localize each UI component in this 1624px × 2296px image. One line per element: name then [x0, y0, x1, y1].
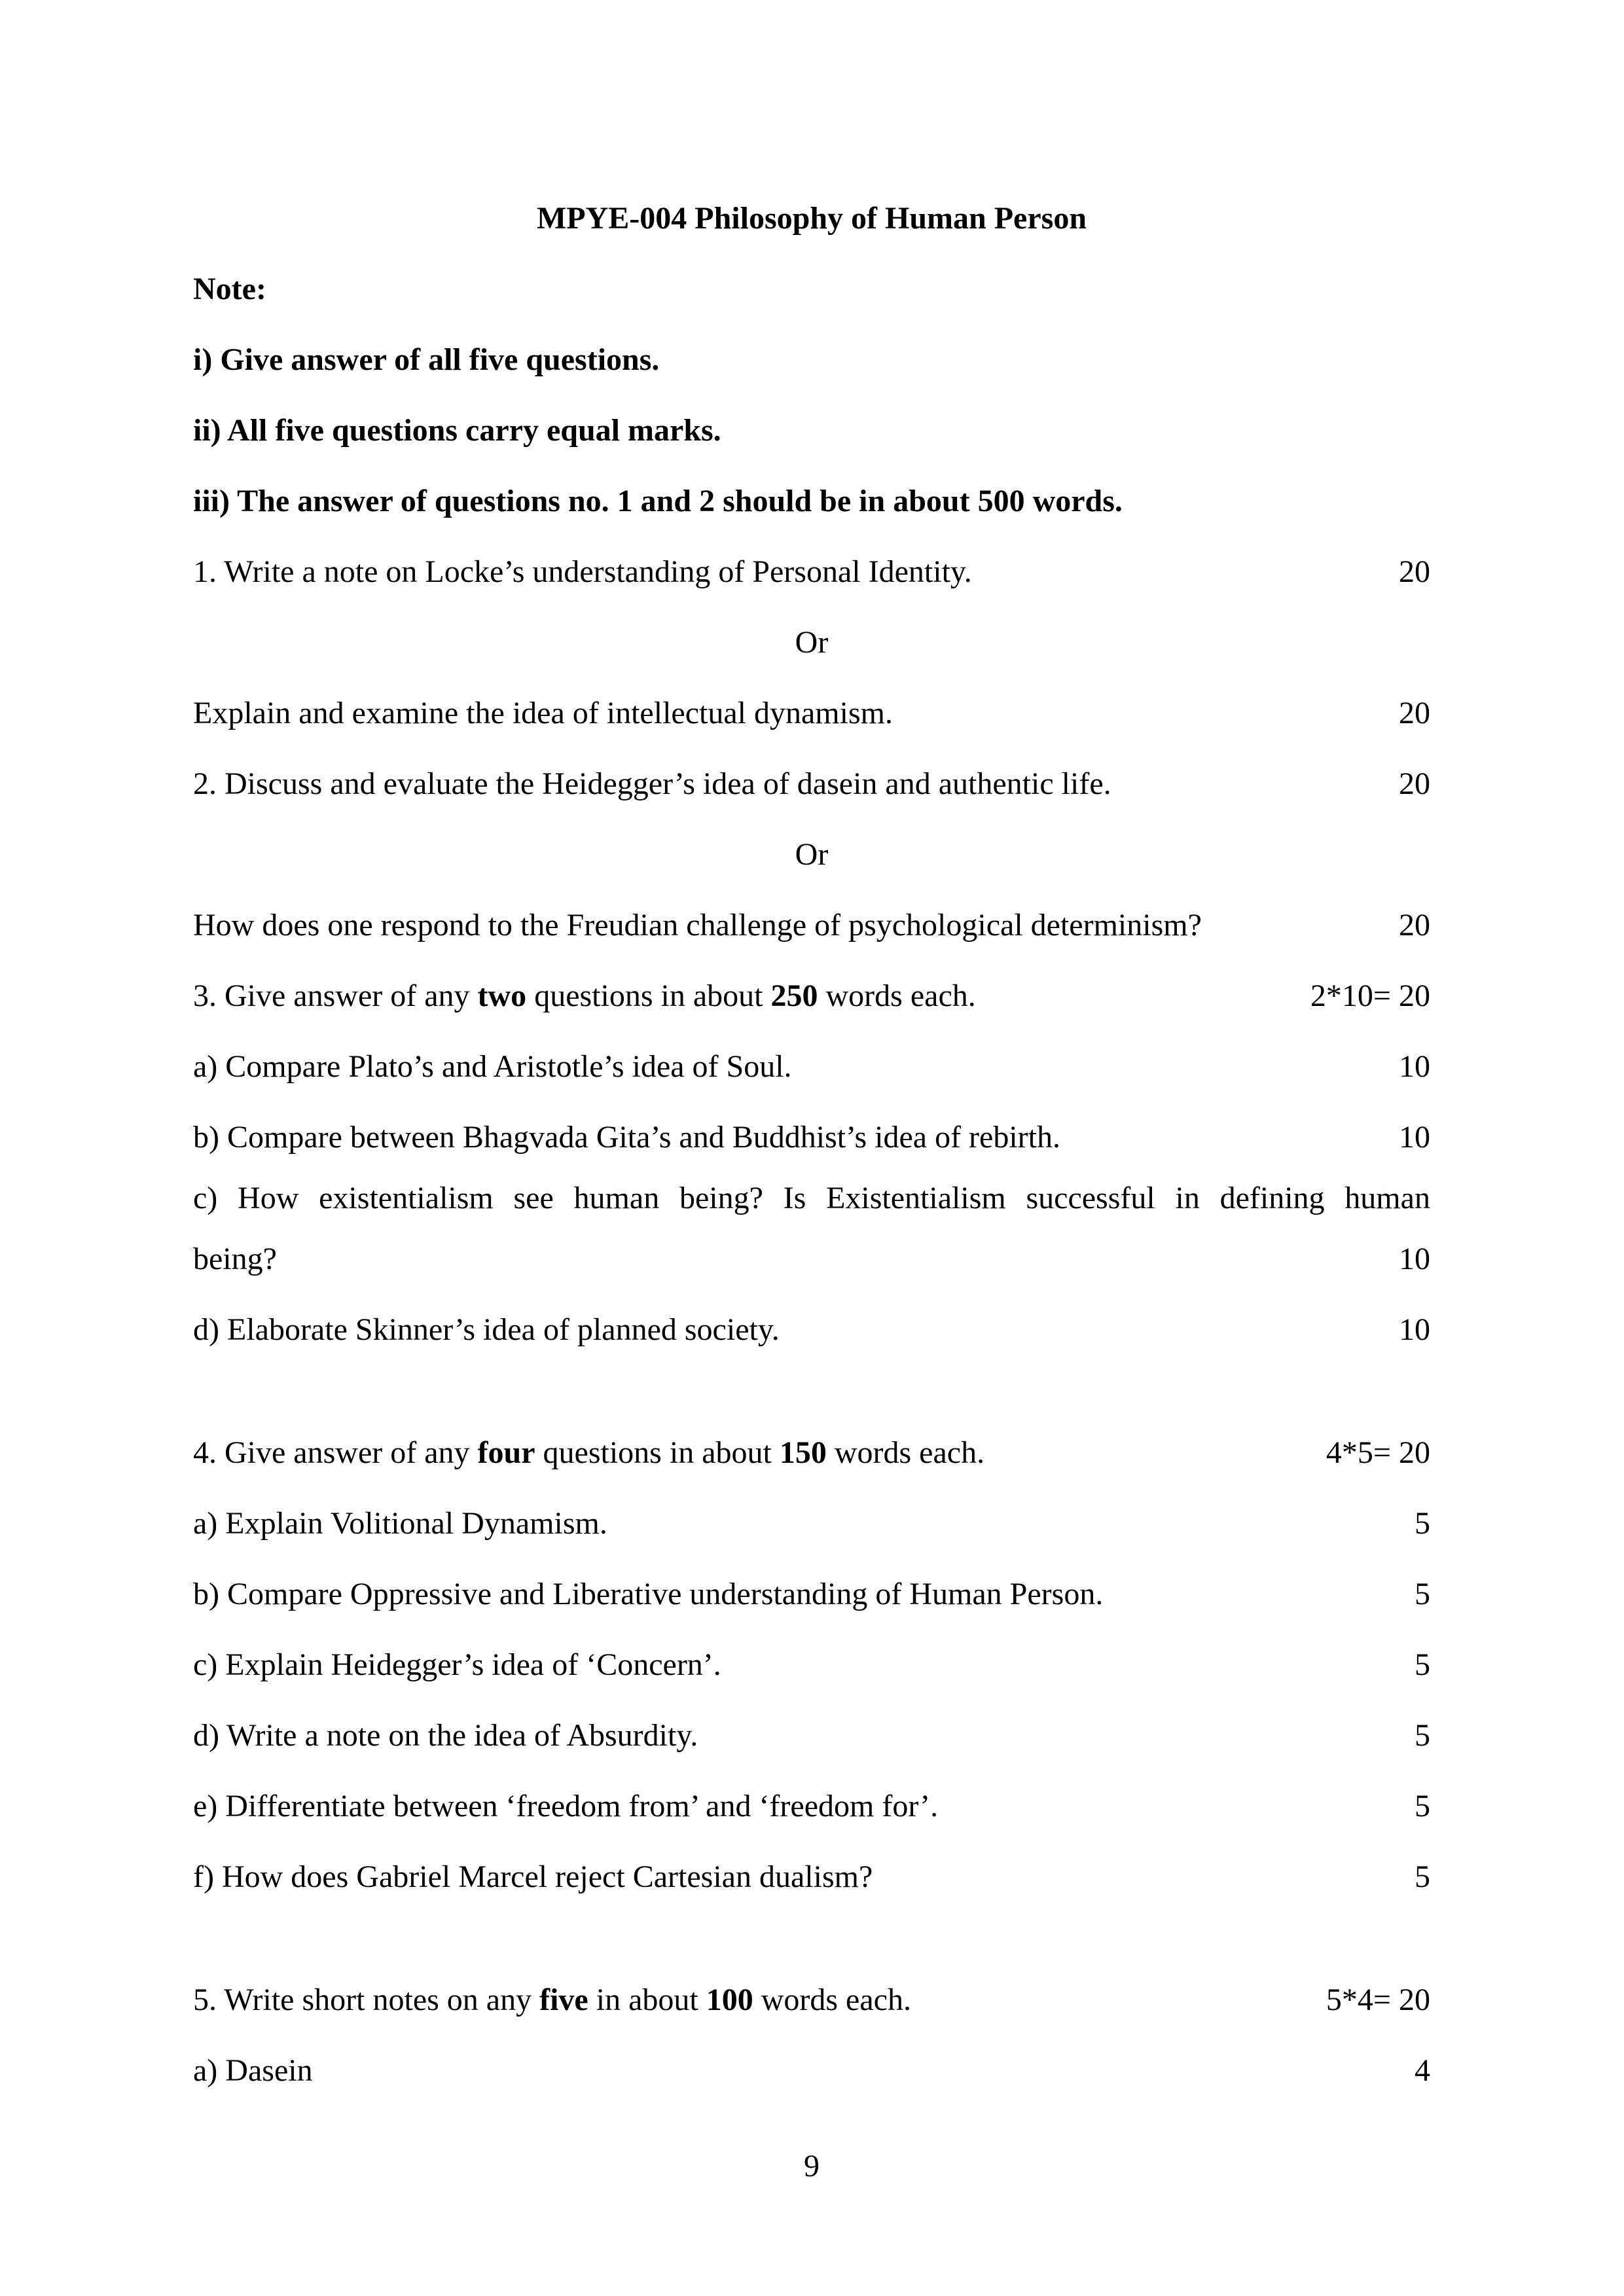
marks-value: 20	[1399, 554, 1430, 589]
question-text	[193, 1842, 873, 1912]
question-text	[193, 1031, 792, 1102]
instruction-iii: iii) The answer of questions no. 1 and 2 should be in about 500 words.	[193, 484, 1123, 518]
question-text	[193, 1559, 1103, 1630]
question-row	[193, 678, 1430, 749]
question-text-segment: Explain and examine the idea of intellectual dynamism.	[193, 696, 893, 730]
marks-value: 5	[1415, 1647, 1430, 1682]
question-word: human	[573, 1181, 660, 1215]
question-row	[193, 1771, 1430, 1842]
question-text-bold-segment: 250	[770, 978, 818, 1013]
question-row	[193, 1488, 1430, 1559]
instruction-ii: ii) All five questions carry equal marks.	[193, 413, 721, 448]
question-word: human	[1344, 1181, 1430, 1215]
question-row	[193, 1418, 1430, 1488]
question-text	[193, 749, 1111, 819]
marks-value: 5	[1415, 1577, 1430, 1611]
question-text-segment: b) Compare between Bhagvada Gita’s and Buddhist’s idea of rebirth.	[193, 1120, 1060, 1155]
question-text	[193, 1630, 721, 1700]
question-text-segment: 1. Write a note on Locke’s understanding of Personal Identity.	[193, 554, 972, 589]
question-text	[193, 1965, 911, 2036]
question-text-bold-segment: 150	[779, 1435, 827, 1470]
question-text-segment: b) Compare Oppressive and Liberative understanding of Human Person.	[193, 1577, 1104, 1611]
question-word: see	[513, 1181, 554, 1215]
question-text-segment: questions in about	[535, 1435, 780, 1470]
question-word: successful	[1026, 1181, 1155, 1215]
marks-value: 20	[1399, 696, 1430, 730]
question-text-bold-segment: two	[477, 978, 527, 1013]
question-row	[193, 1965, 1430, 2036]
question-text	[193, 678, 893, 749]
question-text	[193, 1771, 938, 1842]
question-row	[193, 1559, 1430, 1630]
question-word: How	[238, 1181, 299, 1215]
question-text	[193, 537, 972, 607]
question-text	[193, 1295, 780, 1365]
question-row	[193, 1842, 1430, 1912]
question-word: defining	[1219, 1181, 1325, 1215]
question-row	[193, 1295, 1430, 1365]
question-text-segment: a) Explain Volitional Dynamism.	[193, 1506, 607, 1541]
question-text-segment: 4. Give answer of any	[193, 1435, 478, 1470]
question-row	[193, 1630, 1430, 1700]
question-row	[193, 2036, 1430, 2106]
marks-value: 4	[1415, 2053, 1430, 2088]
marks-value: 5	[1415, 1718, 1430, 1753]
question-text-segment: 5. Write short notes on any	[193, 1982, 540, 2017]
question-text	[193, 961, 976, 1031]
question-row	[193, 890, 1430, 961]
question-text-segment: How does one respond to the Freudian challenge of psychological determinism?	[193, 908, 1202, 942]
question-row	[193, 1700, 1430, 1771]
question-text-segment: 3. Give answer of any	[193, 978, 478, 1013]
question-text-segment: words each.	[818, 978, 976, 1013]
page-number: 9	[804, 2149, 820, 2183]
question-row	[193, 749, 1430, 819]
question-text	[193, 1700, 698, 1771]
question-word: being?	[679, 1181, 763, 1215]
question-text-segment: e) Differentiate between ‘freedom from’ and ‘freedom for’.	[193, 1789, 939, 1823]
question-text-justified-line1	[193, 1173, 1430, 1224]
paragraph-spacer	[193, 1365, 1430, 1418]
question-text	[193, 1488, 607, 1559]
marks-value: 5*4= 20	[1326, 1982, 1430, 2017]
question-text-segment: a) Compare Plato’s and Aristotle’s idea of Soul.	[193, 1049, 792, 1084]
question-row	[193, 537, 1430, 607]
marks-value: 2*10= 20	[1310, 978, 1430, 1013]
or-separator: Or	[795, 837, 829, 872]
question-text-segment: d) Elaborate Skinner’s idea of planned society.	[193, 1312, 780, 1347]
question-text-bold-segment: four	[477, 1435, 535, 1470]
or-separator: Or	[795, 625, 829, 660]
question-text	[193, 1102, 1060, 1173]
marks-value: 5	[1415, 1789, 1430, 1823]
marks-value: 5	[1415, 1859, 1430, 1894]
paragraph-spacer	[193, 1912, 1430, 1965]
marks-value: 10	[1399, 1312, 1430, 1347]
question-text-segment: words each.	[753, 1982, 911, 2017]
question-text-segment: words each.	[826, 1435, 985, 1470]
page-title: MPYE-004 Philosophy of Human Person	[536, 201, 1087, 236]
page-content	[193, 183, 1430, 2202]
marks-value: 20	[1399, 766, 1430, 801]
question-text-bold-segment: 100	[706, 1982, 753, 2017]
question-word: c)	[193, 1181, 218, 1215]
question-text-segment: c) Explain Heidegger’s idea of ‘Concern’.	[193, 1647, 721, 1682]
instruction-i: i) Give answer of all five questions.	[193, 342, 660, 377]
marks-value: 10	[1399, 1049, 1430, 1084]
note-label: Note:	[193, 272, 266, 306]
question-word: existentialism	[319, 1181, 494, 1215]
question-text-segment: d) Write a note on the idea of Absurdity.	[193, 1718, 698, 1753]
question-text-segment: 2. Discuss and evaluate the Heidegger’s idea of dasein and authentic life.	[193, 766, 1111, 801]
question-text	[193, 1418, 984, 1488]
question-word: in	[1175, 1181, 1200, 1215]
question-text	[193, 2036, 313, 2106]
marks-value: 4*5= 20	[1326, 1435, 1430, 1470]
question-text-bold-segment: five	[539, 1982, 588, 2017]
question-row-justified	[193, 1173, 1430, 1295]
question-text-segment: in about	[588, 1982, 706, 2017]
question-text-segment: a) Dasein	[193, 2053, 313, 2088]
question-text-segment: f) How does Gabriel Marcel reject Cartesian dualism?	[193, 1859, 873, 1894]
question-text-segment: questions in about	[526, 978, 771, 1013]
question-list	[193, 537, 1430, 2106]
question-word: Is	[783, 1181, 806, 1215]
marks-value: 5	[1415, 1506, 1430, 1541]
marks-value: 20	[1399, 908, 1430, 942]
marks-value: 10	[1399, 1120, 1430, 1155]
question-word: Existentialism	[826, 1181, 1006, 1215]
question-row	[193, 1031, 1430, 1102]
question-text	[193, 890, 1202, 961]
question-text-justified-line2: being?	[193, 1242, 277, 1276]
marks-value: 10	[1399, 1242, 1430, 1276]
question-row	[193, 961, 1430, 1031]
question-row	[193, 1102, 1430, 1173]
